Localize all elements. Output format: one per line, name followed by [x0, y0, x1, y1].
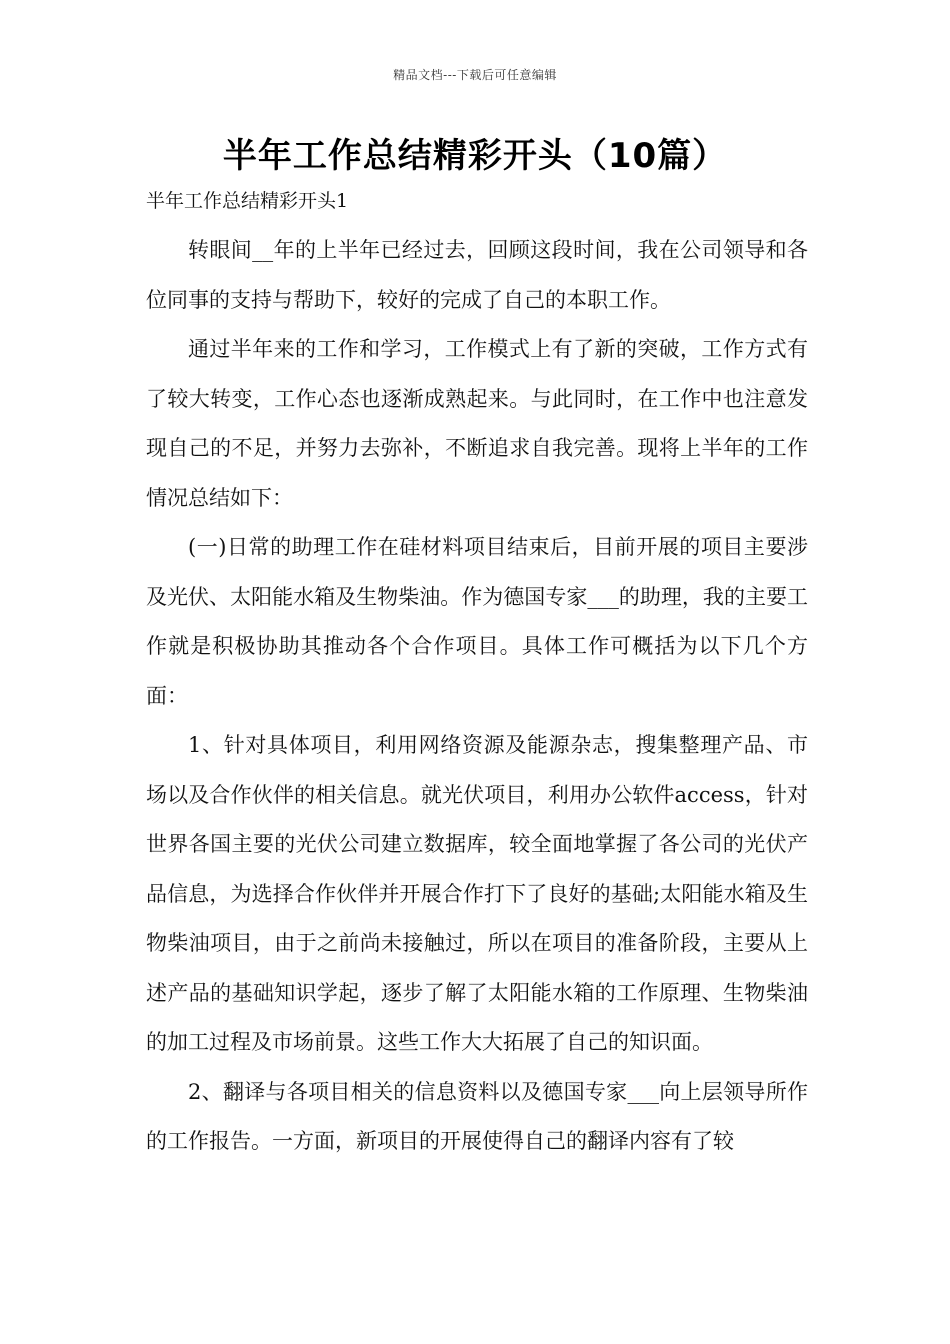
paragraph: (一)日常的助理工作在硅材料项目结束后，目前开展的项目主要涉及光伏、太阳能水箱及生物柴油。作为德国专家___的助理，我的主要工作就是积极协助其推动各个合作项目。具体工作可概括为以下几个方面：: [146, 535, 808, 708]
section-heading: 半年工作总结精彩开头1: [146, 190, 349, 212]
header-watermark: 精品文档---下载后可任意编辑: [393, 68, 557, 82]
document-body: [146, 226, 808, 1167]
paragraph: 通过半年来的工作和学习，工作模式上有了新的突破，工作方式有了较大转变，工作心态也逐渐成熟起来。与此同时，在工作中也注意发现自己的不足，并努力去弥补，不断追求自我完善。现将上半年的工作情况总结如下：: [146, 337, 808, 510]
paragraph: 转眼间__年的上半年已经过去，回顾这段时间，我在公司领导和各位同事的支持与帮助下，较好的完成了自己的本职工作。: [146, 238, 808, 312]
paragraph: 1、针对具体项目，利用网络资源及能源杂志，搜集整理产品、市场以及合作伙伴的相关信息。就光伏项目，利用办公软件access，针对世界各国主要的光伏公司建立数据库，较全面地掌握了各公司的光伏产品信息，为选择合作伙伴并开展合作打下了良好的基础;太阳能水箱及生物柴油项目，由于之前尚未接触过，所以在项目的准备阶段，主要从上述产品的基础知识学起，逐步了解了太阳能水箱的工作原理、生物柴油的加工过程及市场前景。这些工作大大拓展了自己的知识面。: [146, 733, 808, 1054]
document-title: 半年工作总结精彩开头（10篇）: [222, 136, 728, 176]
paragraph: 2、翻译与各项目相关的信息资料以及德国专家___向上层领导所作的工作报告。一方面，新项目的开展使得自己的翻译内容有了较: [146, 1079, 808, 1153]
